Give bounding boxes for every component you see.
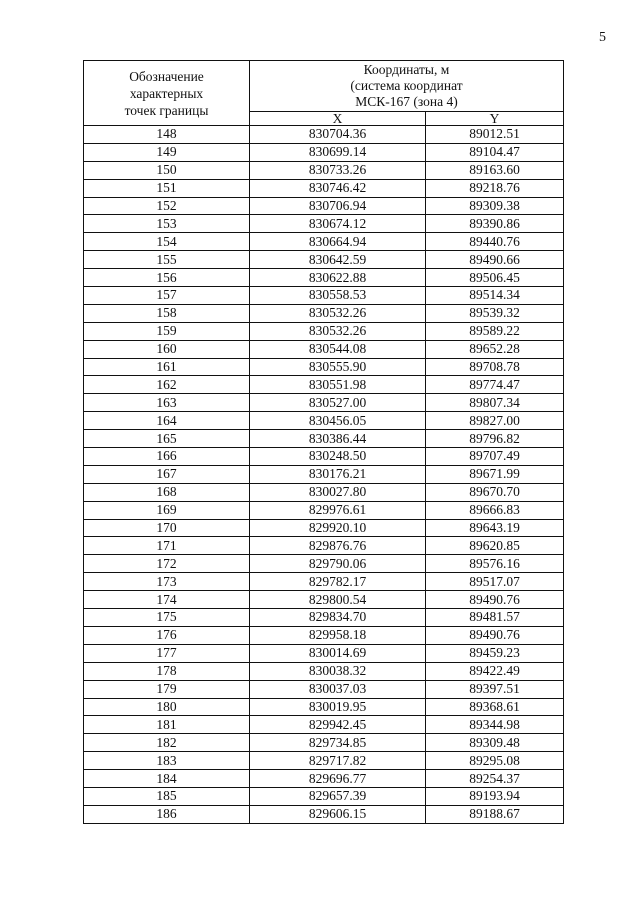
table-row <box>84 501 564 519</box>
y-coordinate-cell: 89490.76 <box>426 591 564 609</box>
x-coordinate-cell: 830706.94 <box>250 197 426 215</box>
table-row <box>84 215 564 233</box>
point-number-cell: 148 <box>84 126 250 144</box>
x-coordinate-cell: 830733.26 <box>250 161 426 179</box>
point-number-cell: 186 <box>84 805 250 823</box>
table-row <box>84 609 564 627</box>
x-coordinate-cell: 830456.05 <box>250 412 426 430</box>
x-coordinate-cell: 830555.90 <box>250 358 426 376</box>
y-coordinate-cell: 89490.76 <box>426 626 564 644</box>
point-number-cell: 164 <box>84 412 250 430</box>
point-number-cell: 180 <box>84 698 250 716</box>
y-coordinate-cell: 89671.99 <box>426 465 564 483</box>
point-number-cell: 184 <box>84 770 250 788</box>
designation-header: Обозначение характерных точек границы <box>84 61 250 126</box>
table-row <box>84 143 564 161</box>
x-coordinate-cell: 830527.00 <box>250 394 426 412</box>
x-coordinate-cell: 830532.26 <box>250 304 426 322</box>
y-coordinate-cell: 89539.32 <box>426 304 564 322</box>
point-number-cell: 167 <box>84 465 250 483</box>
y-coordinate-cell: 89104.47 <box>426 143 564 161</box>
table-row <box>84 680 564 698</box>
y-coordinate-cell: 89368.61 <box>426 698 564 716</box>
point-number-cell: 177 <box>84 644 250 662</box>
table-row <box>84 287 564 305</box>
x-coordinate-cell: 830037.03 <box>250 680 426 698</box>
x-coordinate-cell: 830704.36 <box>250 126 426 144</box>
y-coordinate-cell: 89666.83 <box>426 501 564 519</box>
y-coordinate-cell: 89707.49 <box>426 448 564 466</box>
point-number-cell: 155 <box>84 251 250 269</box>
point-number-cell: 175 <box>84 609 250 627</box>
y-coordinate-cell: 89188.67 <box>426 805 564 823</box>
table-row <box>84 698 564 716</box>
x-coordinate-cell: 829920.10 <box>250 519 426 537</box>
y-coordinate-cell: 89514.34 <box>426 287 564 305</box>
table-row <box>84 752 564 770</box>
point-number-cell: 185 <box>84 787 250 805</box>
point-number-cell: 157 <box>84 287 250 305</box>
table-row <box>84 430 564 448</box>
table-row <box>84 483 564 501</box>
point-number-cell: 174 <box>84 591 250 609</box>
coordinates-header: Координаты, м (система координат МСК-167 (зона 4) <box>250 61 564 112</box>
table-row <box>84 519 564 537</box>
y-coordinate-cell: 89309.48 <box>426 734 564 752</box>
y-coordinate-cell: 89652.28 <box>426 340 564 358</box>
y-coordinate-cell: 89708.78 <box>426 358 564 376</box>
table-row <box>84 626 564 644</box>
table-row <box>84 304 564 322</box>
x-coordinate-cell: 830699.14 <box>250 143 426 161</box>
y-coordinate-cell: 89506.45 <box>426 269 564 287</box>
x-coordinate-cell: 830544.08 <box>250 340 426 358</box>
table-row <box>84 465 564 483</box>
point-number-cell: 172 <box>84 555 250 573</box>
x-coordinate-cell: 829657.39 <box>250 787 426 805</box>
point-number-cell: 176 <box>84 626 250 644</box>
table-row <box>84 376 564 394</box>
point-number-cell: 169 <box>84 501 250 519</box>
point-number-cell: 163 <box>84 394 250 412</box>
header-row-top <box>84 61 564 112</box>
y-coordinate-cell: 89589.22 <box>426 322 564 340</box>
table-row <box>84 734 564 752</box>
x-coordinate-cell: 830746.42 <box>250 179 426 197</box>
x-coordinate-cell: 830642.59 <box>250 251 426 269</box>
x-coordinate-cell: 830386.44 <box>250 430 426 448</box>
table-row <box>84 197 564 215</box>
table-row <box>84 805 564 823</box>
y-coordinate-cell: 89576.16 <box>426 555 564 573</box>
y-column-header: Y <box>426 112 564 126</box>
point-number-cell: 152 <box>84 197 250 215</box>
point-number-cell: 173 <box>84 573 250 591</box>
table-row <box>84 787 564 805</box>
y-coordinate-cell: 89309.38 <box>426 197 564 215</box>
y-coordinate-cell: 89344.98 <box>426 716 564 734</box>
point-number-cell: 160 <box>84 340 250 358</box>
table-row <box>84 126 564 144</box>
y-coordinate-cell: 89012.51 <box>426 126 564 144</box>
y-coordinate-cell: 89490.66 <box>426 251 564 269</box>
point-number-cell: 182 <box>84 734 250 752</box>
x-coordinate-cell: 829696.77 <box>250 770 426 788</box>
y-coordinate-cell: 89774.47 <box>426 376 564 394</box>
x-coordinate-cell: 829606.15 <box>250 805 426 823</box>
table-row <box>84 716 564 734</box>
x-coordinate-cell: 829876.76 <box>250 537 426 555</box>
y-coordinate-cell: 89422.49 <box>426 662 564 680</box>
y-coordinate-cell: 89390.86 <box>426 215 564 233</box>
table-row <box>84 448 564 466</box>
y-coordinate-cell: 89827.00 <box>426 412 564 430</box>
x-coordinate-cell: 830664.94 <box>250 233 426 251</box>
y-coordinate-cell: 89807.34 <box>426 394 564 412</box>
x-coordinate-cell: 829782.17 <box>250 573 426 591</box>
table-row <box>84 537 564 555</box>
y-coordinate-cell: 89796.82 <box>426 430 564 448</box>
x-coordinate-cell: 829958.18 <box>250 626 426 644</box>
y-coordinate-cell: 89517.07 <box>426 573 564 591</box>
x-coordinate-cell: 829976.61 <box>250 501 426 519</box>
point-number-cell: 170 <box>84 519 250 537</box>
x-coordinate-cell: 830622.88 <box>250 269 426 287</box>
x-coordinate-cell: 829734.85 <box>250 734 426 752</box>
y-coordinate-cell: 89620.85 <box>426 537 564 555</box>
x-coordinate-cell: 830532.26 <box>250 322 426 340</box>
y-coordinate-cell: 89295.08 <box>426 752 564 770</box>
point-number-cell: 159 <box>84 322 250 340</box>
point-number-cell: 161 <box>84 358 250 376</box>
table-row <box>84 251 564 269</box>
table-row <box>84 322 564 340</box>
x-coordinate-cell: 830019.95 <box>250 698 426 716</box>
x-coordinate-cell: 829790.06 <box>250 555 426 573</box>
y-coordinate-cell: 89481.57 <box>426 609 564 627</box>
coordinates-table <box>83 60 564 824</box>
point-number-cell: 179 <box>84 680 250 698</box>
point-number-cell: 149 <box>84 143 250 161</box>
y-coordinate-cell: 89397.51 <box>426 680 564 698</box>
table-row <box>84 161 564 179</box>
x-coordinate-cell: 830038.32 <box>250 662 426 680</box>
point-number-cell: 171 <box>84 537 250 555</box>
table-row <box>84 340 564 358</box>
table-row <box>84 233 564 251</box>
table-row <box>84 573 564 591</box>
point-number-cell: 166 <box>84 448 250 466</box>
y-coordinate-cell: 89163.60 <box>426 161 564 179</box>
point-number-cell: 153 <box>84 215 250 233</box>
y-coordinate-cell: 89440.76 <box>426 233 564 251</box>
x-coordinate-cell: 830176.21 <box>250 465 426 483</box>
point-number-cell: 165 <box>84 430 250 448</box>
y-coordinate-cell: 89643.19 <box>426 519 564 537</box>
point-number-cell: 183 <box>84 752 250 770</box>
point-number-cell: 158 <box>84 304 250 322</box>
point-number-cell: 178 <box>84 662 250 680</box>
y-coordinate-cell: 89459.23 <box>426 644 564 662</box>
x-coordinate-cell: 829834.70 <box>250 609 426 627</box>
x-coordinate-cell: 829942.45 <box>250 716 426 734</box>
x-coordinate-cell: 830558.53 <box>250 287 426 305</box>
table-row <box>84 412 564 430</box>
point-number-cell: 181 <box>84 716 250 734</box>
table-row <box>84 269 564 287</box>
y-coordinate-cell: 89218.76 <box>426 179 564 197</box>
table-row <box>84 644 564 662</box>
table-row <box>84 770 564 788</box>
x-coordinate-cell: 830674.12 <box>250 215 426 233</box>
point-number-cell: 151 <box>84 179 250 197</box>
table-body <box>84 126 564 824</box>
x-coordinate-cell: 830551.98 <box>250 376 426 394</box>
y-coordinate-cell: 89254.37 <box>426 770 564 788</box>
point-number-cell: 150 <box>84 161 250 179</box>
y-coordinate-cell: 89193.94 <box>426 787 564 805</box>
table-row <box>84 358 564 376</box>
x-coordinate-cell: 829800.54 <box>250 591 426 609</box>
table-row <box>84 555 564 573</box>
x-column-header: X <box>250 112 426 126</box>
table-row <box>84 179 564 197</box>
point-number-cell: 168 <box>84 483 250 501</box>
x-coordinate-cell: 830014.69 <box>250 644 426 662</box>
point-number-cell: 162 <box>84 376 250 394</box>
x-coordinate-cell: 829717.82 <box>250 752 426 770</box>
page-number: 5 <box>599 30 606 45</box>
table-header <box>84 61 564 126</box>
x-coordinate-cell: 830248.50 <box>250 448 426 466</box>
point-number-cell: 156 <box>84 269 250 287</box>
x-coordinate-cell: 830027.80 <box>250 483 426 501</box>
table-row <box>84 662 564 680</box>
y-coordinate-cell: 89670.70 <box>426 483 564 501</box>
table-row <box>84 591 564 609</box>
point-number-cell: 154 <box>84 233 250 251</box>
table-row <box>84 394 564 412</box>
